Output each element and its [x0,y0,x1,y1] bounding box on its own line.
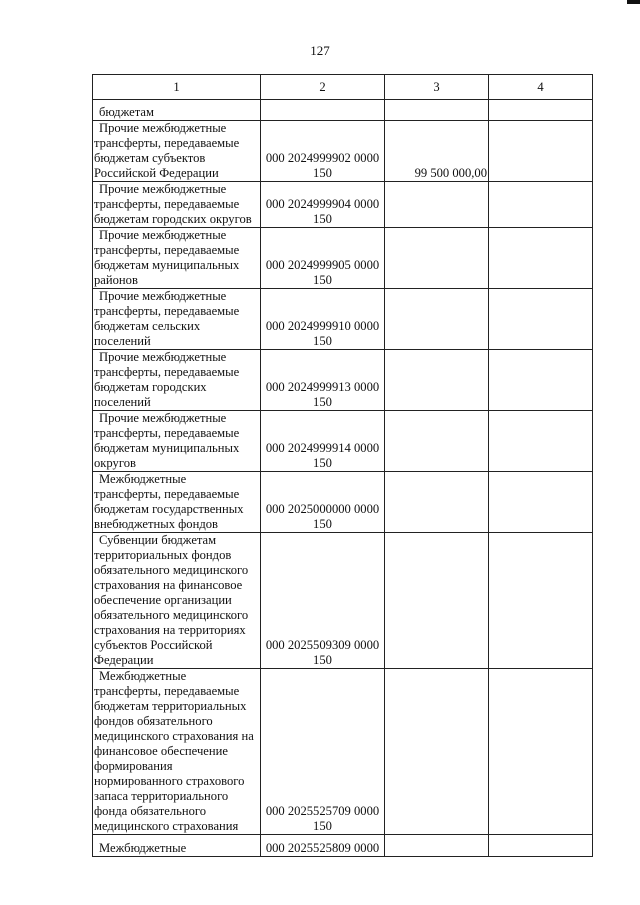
row-extra-cell [489,835,593,857]
row-amount-cell [385,669,489,835]
table-row [93,182,593,228]
row-amount-cell [385,533,489,669]
row-code-cell: 000 2025525809 0000 [261,835,385,857]
row-amount-cell [385,100,489,121]
row-code-cell: 000 2024999902 0000 150 [261,121,385,182]
row-extra-cell [489,121,593,182]
row-code-cell: 000 2025000000 0000 150 [261,472,385,533]
row-extra-cell [489,669,593,835]
row-code-cell: 000 2025525709 0000 150 [261,669,385,835]
row-extra-cell [489,228,593,289]
column-header: 1 [93,75,261,100]
row-name-cell: Межбюджетные трансферты, передаваемые бюджетам территориальных фондов обязательного медицинского страхования на финансовое обеспечение формирования нормированного страхового запаса территориального фонда обязательного медицинского страхования [93,669,261,835]
table-body [93,100,593,857]
row-name-cell: Межбюджетные [93,835,261,857]
row-extra-cell [489,472,593,533]
row-amount-cell [385,350,489,411]
table-row [93,350,593,411]
row-name-cell: Прочие межбюджетные трансферты, передаваемые бюджетам муниципальных округов [93,411,261,472]
table-row [93,289,593,350]
row-name-cell: Прочие межбюджетные трансферты, передаваемые бюджетам городских округов [93,182,261,228]
row-amount-cell [385,228,489,289]
row-code-cell: 000 2024999914 0000 150 [261,411,385,472]
row-amount-cell [385,182,489,228]
corner-mark [627,0,640,4]
row-code-cell: 000 2024999904 0000 150 [261,182,385,228]
column-header: 2 [261,75,385,100]
row-amount-cell [385,411,489,472]
row-amount-cell [385,472,489,533]
row-code-cell: 000 2024999910 0000 150 [261,289,385,350]
row-extra-cell [489,100,593,121]
table-row [93,411,593,472]
table-row [93,472,593,533]
column-header: 3 [385,75,489,100]
row-extra-cell [489,289,593,350]
row-extra-cell [489,411,593,472]
table-row [93,669,593,835]
row-extra-cell [489,533,593,669]
row-code-cell: 000 2025509309 0000 150 [261,533,385,669]
column-header: 4 [489,75,593,100]
header-row [93,75,593,100]
row-extra-cell [489,182,593,228]
row-name-cell: Прочие межбюджетные трансферты, передаваемые бюджетам субъектов Российской Федерации [93,121,261,182]
row-name-cell: Прочие межбюджетные трансферты, передаваемые бюджетам сельских поселений [93,289,261,350]
table-row [93,121,593,182]
row-code-cell [261,100,385,121]
row-name-cell: Межбюджетные трансферты, передаваемые бюджетам государственных внебюджетных фондов [93,472,261,533]
row-name-cell: Прочие межбюджетные трансферты, передаваемые бюджетам городских поселений [93,350,261,411]
row-amount-cell [385,289,489,350]
table-row [93,835,593,857]
table-row [93,228,593,289]
row-name-cell: бюджетам [93,100,261,121]
table-row [93,100,593,121]
page-number: 127 [310,43,330,58]
row-code-cell: 000 2024999905 0000 150 [261,228,385,289]
row-amount-cell [385,835,489,857]
table-row [93,533,593,669]
row-code-cell: 000 2024999913 0000 150 [261,350,385,411]
row-amount-cell: 99 500 000,00 [385,121,489,182]
budget-table [92,74,593,857]
row-name-cell: Прочие межбюджетные трансферты, передаваемые бюджетам муниципальных районов [93,228,261,289]
row-name-cell: Субвенции бюджетам территориальных фондов обязательного медицинского страхования на финансовое обеспечение организации обязательного медицинского страхования на территориях субъектов Российской Федерации [93,533,261,669]
row-extra-cell [489,350,593,411]
